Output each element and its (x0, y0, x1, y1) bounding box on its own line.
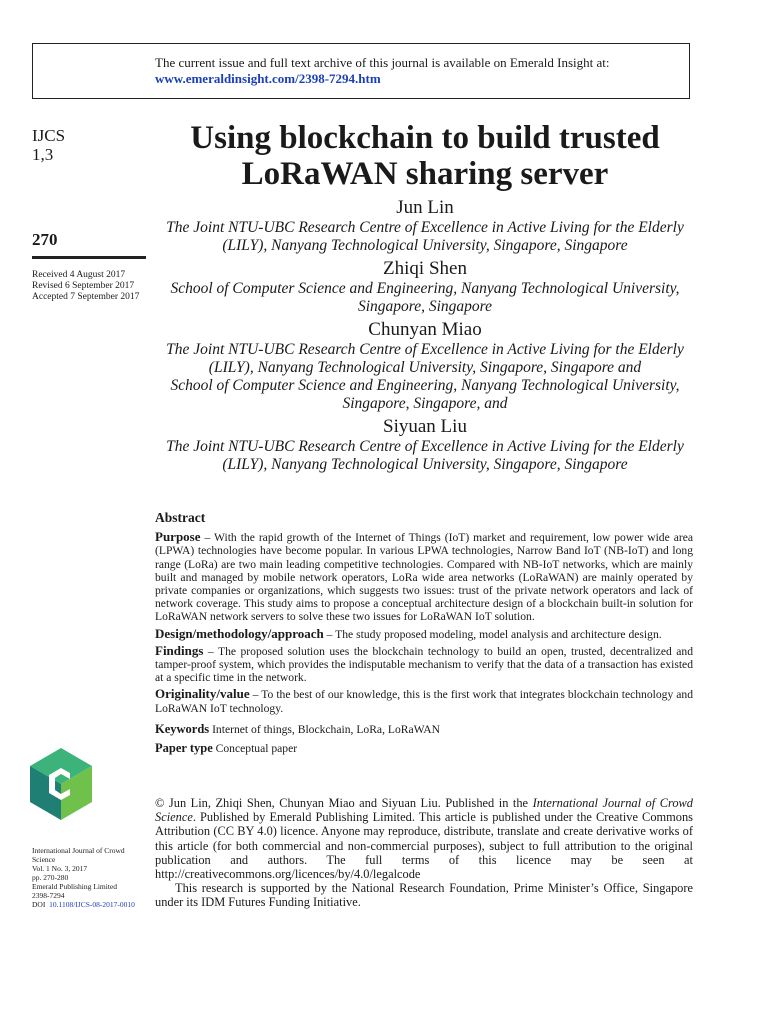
license-paragraph (155, 796, 693, 881)
banner-text (155, 55, 610, 87)
archive-banner (32, 43, 690, 99)
banner-line: The current issue and full text archive of this journal is available on Emerald Insight at: (155, 55, 610, 70)
page-range: pp. 270-280 (32, 873, 69, 882)
purpose-paragraph (155, 530, 693, 623)
received-date: Received 4 August 2017 (32, 270, 126, 280)
originality-text: – To the best of our knowledge, this is the first work that integrates blockchain technology and LoRaWAN IoT technology. (155, 688, 693, 715)
author-name: Chunyan Miao (368, 319, 482, 340)
author-block (150, 196, 700, 255)
publisher-name: Emerald Publishing Limited (32, 882, 117, 891)
doi-line (32, 900, 142, 909)
paper-type-label: Paper type (155, 741, 213, 756)
emerald-logo-icon (30, 748, 92, 820)
article-title (140, 120, 710, 192)
keywords-label: Keywords (155, 721, 210, 736)
author-name: Siyuan Liu (383, 416, 467, 437)
keywords-text: Internet of things, Blockchain, LoRa, LoRaWAN (209, 722, 441, 736)
originality-label: Originality/value (155, 686, 250, 702)
author-affiliation: Singapore, Singapore, and (342, 395, 508, 412)
author-affiliation: (LILY), Nanyang Technological University, Singapore, Singapore (222, 237, 628, 254)
author-affiliation: School of Computer Science and Engineering, Nanyang Technological University, (170, 280, 680, 297)
accepted-date: Accepted 7 September 2017 (32, 292, 140, 302)
author-affiliation: The Joint NTU-UBC Research Centre of Excellence in Active Living for the Elderly (166, 438, 684, 455)
divider-rule (32, 256, 146, 259)
journal-name-line: Science (32, 855, 56, 864)
originality-paragraph (155, 687, 693, 714)
design-paragraph (155, 627, 693, 641)
revised-date: Revised 6 September 2017 (32, 281, 135, 291)
author-affiliation: (LILY), Nanyang Technological University, Singapore, Singapore (222, 456, 628, 473)
findings-label: Findings (155, 642, 204, 658)
title-line-2: LoRaWAN sharing server (241, 156, 609, 192)
doi-label: DOI (32, 900, 46, 909)
journal-volume: 1,3 (32, 145, 54, 164)
design-label: Design/methodology/approach (155, 625, 324, 641)
author-name: Zhiqi Shen (383, 258, 467, 279)
abstract-section (155, 511, 693, 758)
publication-info (32, 846, 142, 909)
findings-paragraph (155, 644, 693, 685)
title-line-1: Using blockchain to build trusted (190, 120, 660, 156)
funding-paragraph: This research is supported by the National Research Foundation, Prime Minister’s Office, Singapore under its IDM Futures Funding Initiative. (155, 881, 693, 910)
author-list (150, 196, 700, 474)
journal-name-line: International Journal of Crowd (32, 846, 125, 855)
issn: 2398-7294 (32, 891, 65, 900)
license-text-pre: © Jun Lin, Zhiqi Shen, Chunyan Miao and Siyuan Liu. Published in the (155, 796, 533, 810)
findings-text: – The proposed solution uses the blockchain technology to build an open, trusted, decentralized and tamper-proof system, which provides the indisputable mechanism to verify that the data of a transaction has existed at a specific time in the network. (155, 644, 693, 685)
license-text-post: . Published by Emerald Publishing Limited. This article is published under the Creative Commons Attribution (CC BY 4.0) licence. Anyone may reproduce, distribute, translate and create derivative works of this article (for both commercial and non-commercial purposes), subject to full attribution to the original publication and authors. The full terms of this licence may be seen at http://creativecommons.org/licences/by/4.0/legalcode (155, 810, 693, 882)
author-name: Jun Lin (396, 197, 454, 218)
abstract-heading: Abstract (155, 510, 206, 525)
author-block (150, 415, 700, 474)
keywords-paragraph (155, 723, 693, 736)
page-number: 270 (32, 230, 58, 249)
journal-abbr: IJCS (32, 126, 66, 145)
license-journal-name: International Journal of Crowd Science (155, 796, 693, 825)
author-affiliation: The Joint NTU-UBC Research Centre of Excellence in Active Living for the Elderly (166, 341, 684, 358)
doi-link[interactable]: 10.1108/IJCS-08-2017-0010 (49, 900, 135, 909)
article-history (32, 270, 139, 303)
journal-abbreviation (32, 126, 65, 164)
author-affiliation: (LILY), Nanyang Technological University, Singapore, Singapore and (208, 359, 642, 376)
purpose-label: Purpose (155, 529, 201, 545)
author-affiliation: The Joint NTU-UBC Research Centre of Excellence in Active Living for the Elderly (166, 219, 684, 236)
author-block (150, 257, 700, 316)
license-section (155, 796, 693, 910)
author-affiliation: Singapore, Singapore (357, 298, 493, 315)
design-text: – The study proposed modeling, model analysis and architecture design. (323, 627, 662, 641)
volume-info: Vol. 1 No. 3, 2017 (32, 864, 88, 873)
author-block (150, 318, 700, 413)
paper-type-paragraph (155, 742, 693, 755)
paper-type-text: Conceptual paper (212, 742, 298, 756)
author-affiliation: School of Computer Science and Engineering, Nanyang Technological University, (170, 377, 680, 394)
purpose-text: – With the rapid growth of the Internet of Things (IoT) market and requirement, low power wide area (LPWA) technologies have become popular. In various LPWA technologies, Narrow Band IoT (NB-IoT) and long range (LoRa) are two main leading competitive technologies. Compared with NB-IoT networks, which are mainly built and managed by mobile network operators, LoRa wide area networks (LoRaWAN) are mainly operated by private companies or organizations, which suggests two issues: trust of the private network operators and lack of network coverage. This study aims to propose a conceptual architecture design of a blockchain built-in solution for LoRaWAN network servers to solve these two issues for LoRaWAN IoT solution. (155, 531, 693, 624)
journal-archive-link[interactable]: www.emeraldinsight.com/2398-7294.htm (155, 71, 381, 86)
